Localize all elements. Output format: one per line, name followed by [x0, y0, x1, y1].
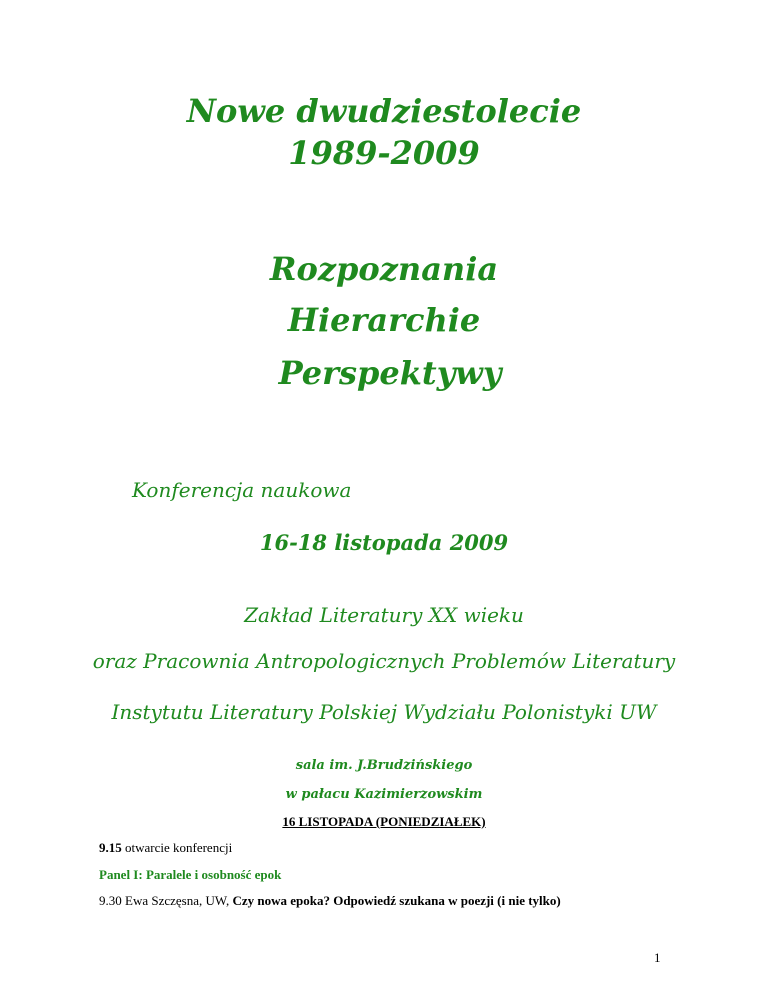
program-opening — [99, 840, 232, 856]
organizer-line-2: oraz Pracownia Antropologicznych Problemów Literatury — [92, 649, 676, 673]
day-heading: 16 LISTOPADA (PONIEDZIAŁEK) — [282, 814, 486, 829]
organizer-line-3: Instytutu Literatury Polskiej Wydziału Polonistyki UW — [111, 700, 657, 724]
page-number: 1 — [654, 950, 661, 965]
panel-title: Panel I: Paralele i osobność epok — [99, 867, 282, 882]
program-talk — [99, 893, 561, 909]
subtitle-line-1: Rozpoznania — [269, 250, 499, 288]
venue-line-2: w pałacu Kazimierzowskim — [285, 787, 483, 802]
subtitle-line-2: Hierarchie — [287, 301, 481, 339]
title-line-2: 1989-2009 — [288, 134, 480, 172]
subtitle-line-3: Perspektywy — [278, 354, 502, 392]
organizer-line-1: Zakład Literatury XX wieku — [244, 603, 524, 627]
talk-title: Czy nowa epoka? Odpowiedź szukana w poezji (i nie tylko) — [232, 893, 561, 908]
conference-dates: 16-18 listopada 2009 — [259, 530, 509, 555]
title-line-1: Nowe dwudziestolecie — [186, 92, 582, 130]
opening-text: otwarcie konferencji — [121, 840, 233, 855]
conference-label: Konferencja naukowa — [132, 478, 352, 502]
opening-time: 9.15 — [99, 840, 122, 855]
talk-time-speaker: 9.30 Ewa Szczęsna, UW, — [99, 893, 233, 908]
venue-line-1: sala im. J.Brudzińskiego — [295, 758, 473, 773]
